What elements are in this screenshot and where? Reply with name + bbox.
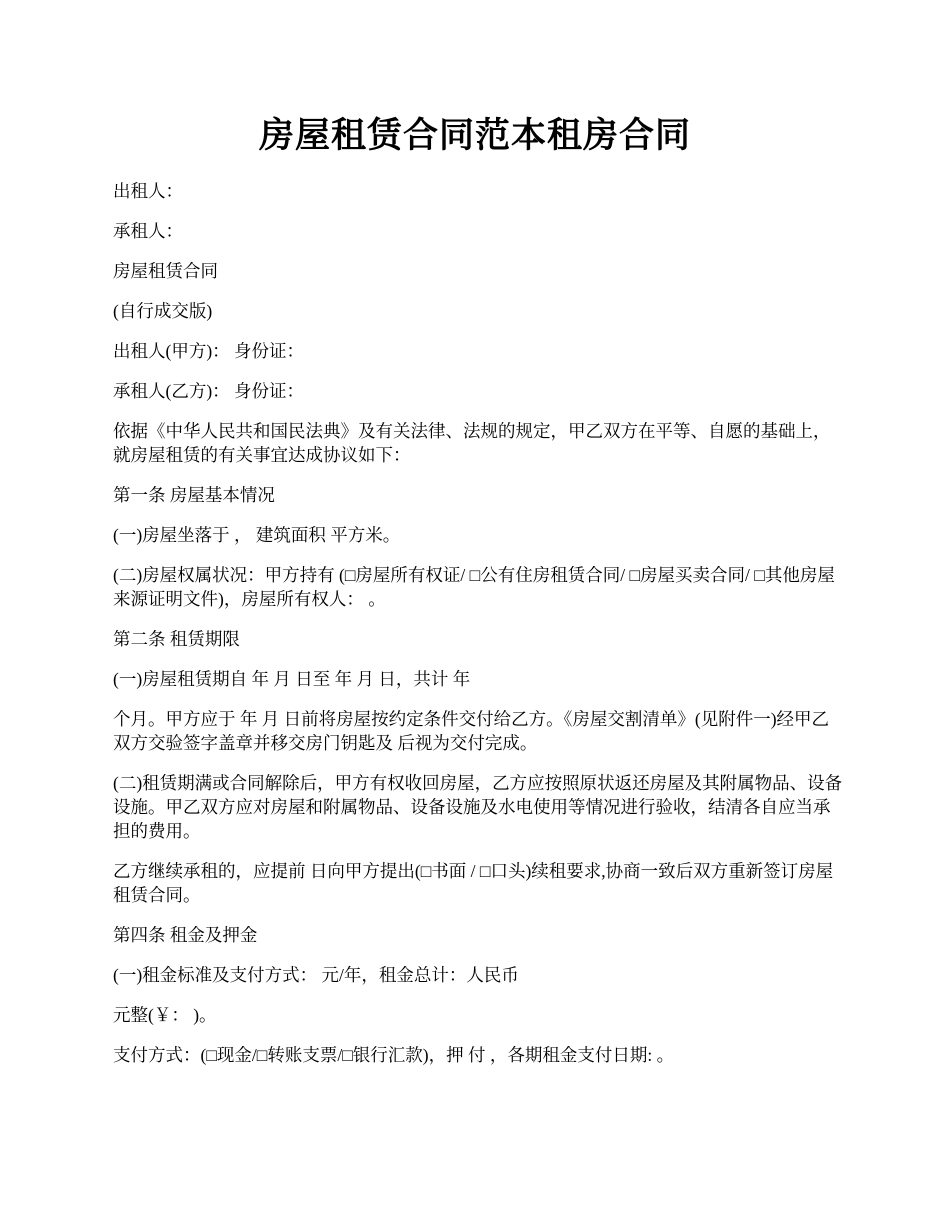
- paragraph-party-a: 出租人(甲方)： 身份证：: [113, 341, 305, 361]
- paragraph-payment-method: 支付方式：(□现金/□转账支票/□银行汇款)，押 付 ，各期租金支付日期: 。: [113, 1045, 675, 1065]
- paragraph-edition: (自行成交版): [113, 301, 213, 321]
- paragraph-party-b: 承租人(乙方)： 身份证：: [113, 381, 305, 401]
- document-body: [113, 179, 843, 1083]
- paragraph-rent-standard: (一)租金标准及支付方式： 元/年，租金总计：人民币: [113, 965, 519, 985]
- paragraph-preamble: 依据《中华人民共和国民法典》及有关法律、法规的规定，甲乙双方在平等、自愿的基础上，就房屋租赁的有关事宜达成协议如下：: [113, 421, 831, 465]
- paragraph-expiry: (二)租赁期满或合同解除后，甲方有权收回房屋，乙方应按照原状返还房屋及其附属物品、设备设施。甲乙双方应对房屋和附属物品、设备设施及水电使用等情况进行验收，结清各自应当承担的费用。: [113, 773, 843, 841]
- heading-article-1: 第一条 房屋基本情况: [113, 485, 275, 505]
- paragraph-ownership: (二)房屋权属状况：甲方持有 (□房屋所有权证/ □公有住房租赁合同/ □房屋买卖合同/ □其他房屋来源证明文件)，房屋所有权人： 。: [113, 565, 835, 609]
- heading-article-2: 第二条 租赁期限: [113, 629, 240, 649]
- paragraph-delivery: 个月。甲方应于 年 月 日前将房屋按约定条件交付给乙方。《房屋交割清单》(见附件一)经甲乙双方交验签字盖章并移交房门钥匙及 后视为交付完成。: [113, 709, 830, 753]
- paragraph-contract-name: 房屋租赁合同: [113, 261, 218, 281]
- paragraph-location: (一)房屋坐落于 ， 建筑面积 平方米。: [113, 525, 401, 545]
- paragraph-lessee: 承租人：: [113, 221, 183, 241]
- document-title: 房屋租赁合同范本租房合同: [258, 116, 691, 155]
- paragraph-rent-total: 元整(￥： )。: [113, 1005, 217, 1025]
- paragraph-lessor: 出租人：: [113, 181, 183, 201]
- paragraph-term: (一)房屋租赁期自 年 月 日至 年 月 日，共计 年: [113, 669, 471, 689]
- heading-article-4: 第四条 租金及押金: [113, 925, 258, 945]
- paragraph-renewal: 乙方继续承租的，应提前 日向甲方提出(□书面 / □口头)续租要求,协商一致后双方重新签订房屋租赁合同。: [113, 861, 834, 905]
